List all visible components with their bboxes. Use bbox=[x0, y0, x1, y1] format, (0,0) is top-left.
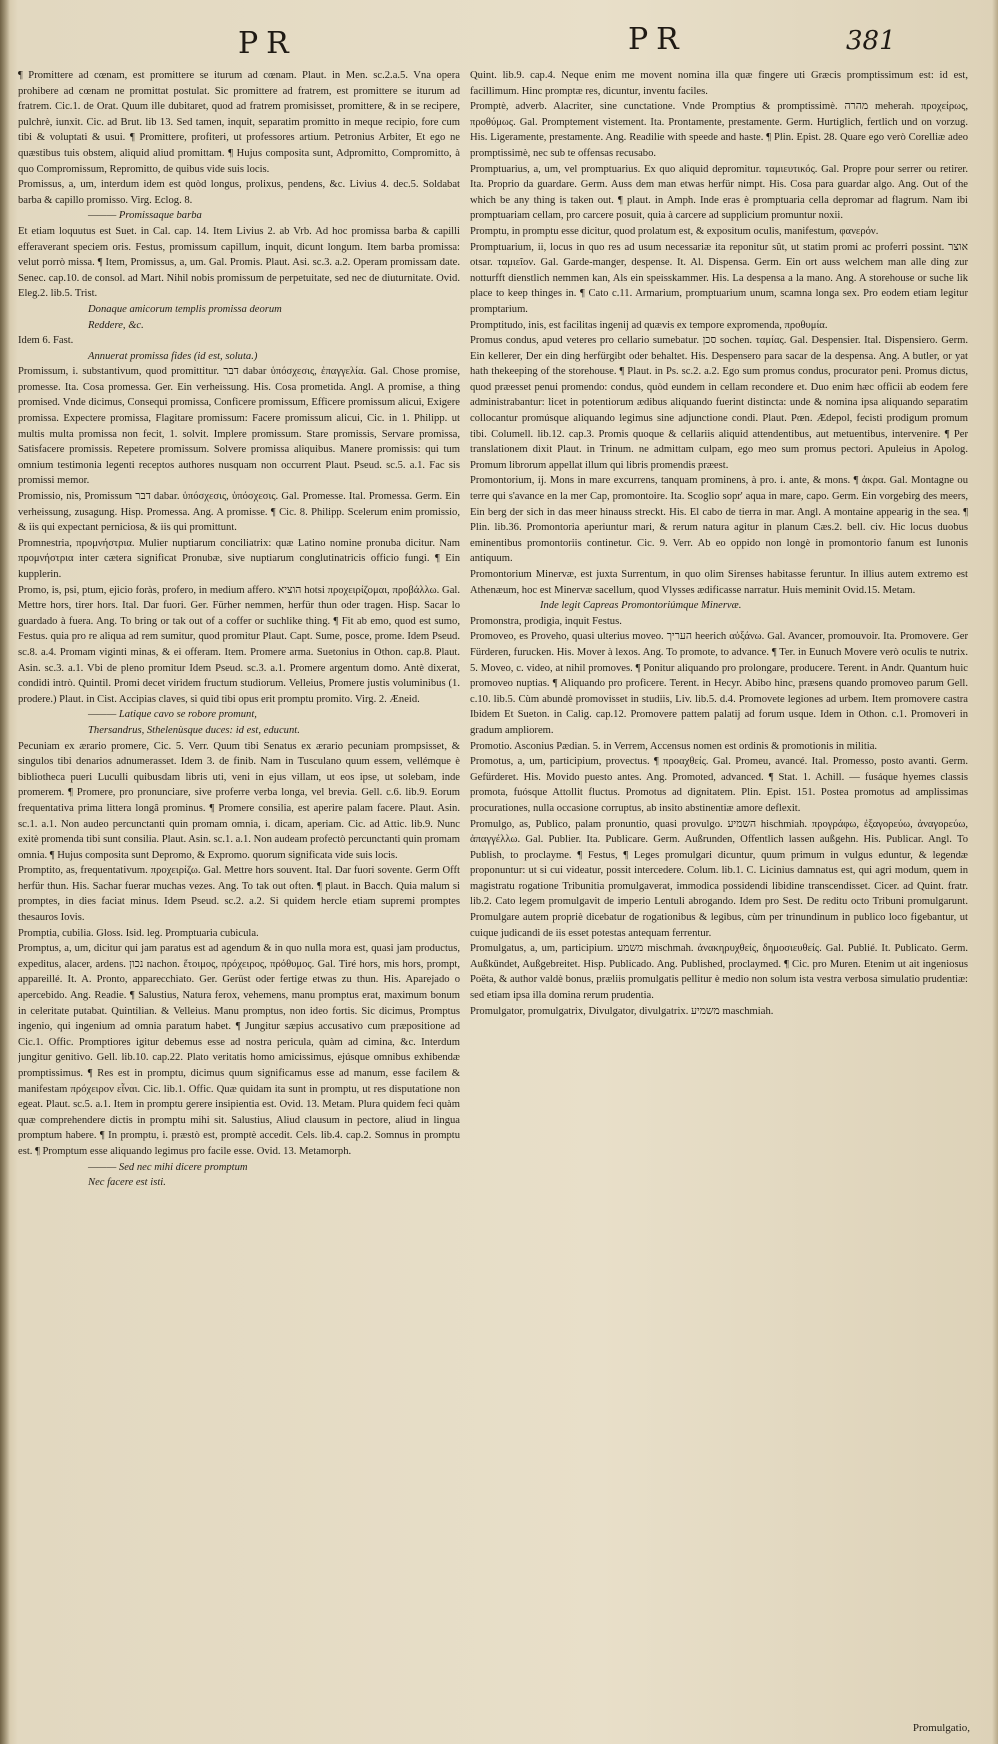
right-running-title: PR bbox=[628, 22, 687, 57]
verse-quote: Reddere, &c. bbox=[88, 319, 144, 331]
entry-promulgo: Promulgo, as, Publico, palam pronuntio, quasi provulgo. השמיע hischmiah. προγράφω, ἐξαγορεύω, ἀναγορεύω, ἀπαγγέλλω. Gal. Publier. Ita. Publicare. Germ. Außrunden, Offentlich lassen außgehn. His. Publicar. Angl. To Publish, to proclayme. ¶ Festus, ¶ Leges promulgari dicuntur, quum primum in vulgus eduntur, & legendæ proponuntur: ut si cui videatur, possit intercedere. Colum. lib.1. C. Licinius damnatus est, qui agri modum, quem in magistratu rogatione Tribunitia promulgaverat, immodica possidendi libidine transcendisset. Cicer. ad Quint. fratr. lib.2. Cato legem promulgavit de imperio Lentuli abrogando. Idem pro Sest. De reditu octo Tribuni promulgarunt. Promulgare autem propriè dicebatur de rogationibus & legibus, cùm per trinundinum in publico loco figebantur, ut cuique judicandi de iis esset potestas antequam ferrentur. bbox=[470, 818, 968, 939]
entry-promontorium: Promontorium, ij. Mons in mare excurrens, tanquam prominens, à pro. i. ante, & mons. ¶ ἀκρα. Gal. Montagne ou terre qui s'avance en la mer Cap, promontoire. Ita. Scoglio sopr' aqua in mare, capo. Germ. Ein vorgebirg des meers, Ein berg der sich in das meer hinauss streckt. His. El cabo de tierra in mar. Angl. A montaine appearig in the sea. ¶ Plin. lib.36. Promontoria aperiuntur mari, & rerum natura agitur in planum Cæs.2. bell. civ. Hic locus duobus eminentibus promontoriis continetur. Cic. 9. Verr. Ab eo oppido non longè in promontorio fanum est Iunonis antiquum. bbox=[470, 475, 968, 565]
left-column bbox=[18, 68, 460, 1718]
entry-promulgatus: Promulgatus, a, um, participium. משמע mischmah. ἀνακηρυχθείς, δημοσιευθείς. Gal. Publié. It. Publicato. Germ. Außkündet, Außgebreitet. Hisp. Publicado. Ang. Published, proclaymed. ¶ Cic. pro Muren. Etenim ut ait ingeniosus Poëta, & author valdè bonus, præliis promulgatis pellitur è medio non solum ista vestra verbosa simulatio prudentiæ: sed etiam ipsa illa domina rerum prudentia. bbox=[470, 943, 968, 1002]
entry-promissus-cont: Et etiam loquutus est Suet. in Cal. cap. 14. Item Livius 2. ab Vrb. Ad hoc promissa barba & capilli efferaverant speciem oris. Festus, promissum capillum, inquit, dicunt longum. Item barba promissa: velut porrò missa. ¶ Item, Promissus, a, um. Gal. Promis. Plaut. Asi. sc.3. a.2. Operam promissam date. Senec. cap.10. de consol. ad Mart. Nihil nobis promissum de perpetuitate, sed nec de diuturnitate. Ovid. Eleg.2. lib.5. Trist. bbox=[18, 225, 460, 300]
entry-promontorium-minervae: Promontorium Minervæ, est juxta Surrentum, in quo olim Sirenses habitasse feruntur. In illius autem extremo est Athenæum, hoc est Minervæ sacellum, quod Vlysses ædificasse narratur. Huis meminit Ovid.15. Metam. bbox=[470, 569, 968, 596]
entry-promulgator: Promulgator, promulgatrix, Divulgator, divulgatrix. משמיע maschmiah. bbox=[470, 1005, 774, 1017]
entry-promptitudo: Promptitudo, inis, est facilitas ingenij ad quævis ex tempore expromenda, προθυμία. bbox=[470, 319, 828, 331]
entry-promptus: Promptus, a, um, dicitur qui jam paratus est ad agendum & in quo nulla mora est, quasi jam productus, expeditus, alacer, ardens. נכון nachon. ἕτοιμος, πρόχειρος, πρόθυμος. Gal. Tiré hors, mis hors, prompt, appareillé. It. A. Pronto, apparecchiato. Ger. Gerüst oder fertige etwas zu thun. His. Aparejado o apercebido. Ang. Readie. ¶ Salustius, Natura ferox, vehemens, manu promptus erat, maximum bonum in celeritate putabat. Quintilian. & Velleius. Manu promptus, non ideo fortis. Sic dicimus, Promptus ingenio, qui ingenium ad omnia paratum habet. ¶ Jungitur sæpius accusativo cum præpositione ad Cic.1. Offic. Promptiores igitur debemus esse ad nostra pericula, quàm ad cimina, &c. Interdum jungitur genitivo. Gell. lib.10. cap.22. Plato veritatis homo amicissimus, ejúsque omnibus exhibendæ promptissimus. ¶ Res est in promptu, dicimus quum significamus esse ad manum, esse facilem & manifestam πρόχειρον εἶναι. Cic. lib.1. Offic. Quæ quidam ita sunt in promptu, ut res disputatione non egeat. Plaut. sc.5. a.1. Item in promptu gerere insipientia est. Ovid. 13. Metam. Plura quidem feci quàm quæ comprehendere dictis in promptu mihi sit. Salustius, Aliud clausum in pectore, aliud in lingua promptum habere. ¶ In promptu, i. præstò est, promptè accedit. Cels. lib.4. cap.2. Somnus in promptu est. ¶ Promptum esse aliquando legimus pro facile esse. Ovid. 13. Metamorph. bbox=[18, 943, 460, 1157]
entry-promissio: Promissio, nis, Promissum דבר dabar. ὑπόσχεσις, ὑπόσχεσις. Gal. Promesse. Ital. Promessa. Germ. Ein verheissung, zusagung. Hisp. Promessa. Ang. A promisse. ¶ Cic. 8. Philipp. Scelerum enim promissio, & iis qui expectant perniciosa, & iis qui promittunt. bbox=[18, 491, 460, 534]
entry-promittere: ¶ Promittere ad cœnam, est promittere se iturum ad cœnam. Plaut. in Men. sc.2.a.5. Vna opera prohibere ad cœnam ne promittat postulat. Sic promittere ad fratrem, est promittere se iturum ad fratrem. Cic.1. de Orat. Quum ille dubitaret, quod ad fratrem promisisset, promittere, & in se recipere, pulchrè, iunxit. Cic. ad Brut. lib 13. Sed tamen, inquit, separatim promitto in meque recipio, fore cum tibi & voluptati & usui. ¶ Promittere, profiteri, ut professores artium. Petronius Arbiter, Et ego ne quæstibus tuis obstem, aliquid aliud promittam. ¶ Hujus composita sunt, Adpromitto, Compromitto, à quo Compromissum, Repromitto, de quibus vide suis locis. bbox=[18, 70, 460, 175]
entry-promo: Promo, is, psi, ptum, ejicio foràs, profero, in medium affero. הוציא hotsi προχειρίζομαι, προβάλλω. Gal. Mettre hors, tirer hors. Ital. Dar fuori. Ger. Fürher nemmen, herfür thun oder tragen. Hisp. Sacar lo guardado à fuera. Ang. To bring or tak out of a coffer or suchlike thing. ¶ Fit ab emo, quod est sumo, Festus. quia pro re aliqua ad rem sumitur, quod promitur Plaut. Capt. Sume, posce, prome. Idem Pseud. sc.8. a.4. Promam viginti minas, & ei offeram. Item. Promere arma. Suetonius in Othon. cap.8. Plaut. Asin. sc.3. a.1. Vbi de pleno promitur Idem Pseud. sc.3. a.1. Promere argentum domo. Antè dixerat, condidi intrò. Quintil. Promi decet viridem fructum studiorum. Velleius, Promere justis voluminibus (1. prodere.) Plaut. in Cist. Accipias claves, si quid tibi opus erit promptu promito. Virg. 2. Æneid. bbox=[18, 584, 460, 705]
entry-promus-condus: Promus condus, apud veteres pro cellario sumebatur. סכן sochen. ταμίας. Gal. Despensier. Ital. Dispensiero. Germ. Ein kellerer, Der ein ding herfürgibt oder behaltet. His. Despensero para sacar de la despensa. Ang. A butler, or yat hath thekeeping of the storehouse. ¶ Plaut. in Ps. sc.2. a.2. Ego sum promus condus, procurator peni. Promus dictus, quod præesset penui promendo: condus, quòd eundem in cellam recondere et. Duo enim hæc officii ab eodem fere administrabantur: licet in potentiorum ædibus aliquando fuerint distincta: unde & nomina ipsa aliquando separatim collocantur promúsque aliquando legimus sine adjunctione condi. Plaut. Pœn. Ædepol, fecisti prodigum promum tibi. Columell. lib.12. cap.3. Promis quoque & cellariis aliquid attendentibus, aut metuentibus, intervenire. ¶ Per translationem dixit Plaut. in Trinum. ne admittam culpam, ego meo sum promus pectori. Apuleius in Apolog. Promum librorum appellat illum qui libris promendis præest. bbox=[470, 335, 968, 471]
entry-promptito: Promptito, as, frequentativum. προχειρίζω. Gal. Mettre hors souvent. Ital. Dar fuori sovente. Germ Offt herfür thun. His. Sachar fuerar muchas vezes. Ang. To tak out often. ¶ plaut. in Bacch. Quia malum si promptes, in dies faciat minus. Idem Pseud. sc.2. a.2. Si quidem hercle etiam supremi promptes thesauros Iovis. bbox=[18, 865, 460, 924]
verse-quote: Donaque amicorum templis promissa deorum bbox=[88, 303, 282, 315]
entry-quint-continuation: Quint. lib.9. cap.4. Neque enim me movent nomina illa quæ fingere uti Græcis promptissimum est: id est, facillimum. Hinc promptæ res, dicuntur, inventu faciles. bbox=[470, 70, 968, 97]
entry-promoveo: Promoveo, es Proveho, quasi ulterius moveo. העריך heerich αὐξάνω. Gal. Avancer, promouvoir. Ita. Promovere. Ger Fürderen, furucken. His. Mover à lexos. Ang. To promote, to advance. ¶ Ter. in Eunuch Movere verò oculis te nutrix. 5. Moveo, c. video, at nihil promoves. ¶ Ponitur aliquando pro prolongare, producere. Terent. in Andr. Quantum huic promoveo nuptias. ¶ Aliquando pro proficere. Terent. in Hecyr. Abibo hinc, præsens quando promoveo parum Gell. c.10. lib.5. Cùm abundè promovisset in studiis, Liv. lib.5. d.4. Promovete legiones ad urbem. Item promovere castra Ibidem Et Sueton. in Calig. cap.12. Promovere pattem palatij ad forum usque. Idem in Othon. c.1. Promoveri in gradum ampliorem. bbox=[470, 631, 968, 736]
verse-quote: ——— Latique cavo se robore promunt, bbox=[88, 709, 257, 721]
entry-promonstra: Promonstra, prodigia, inquit Festus. bbox=[470, 615, 622, 627]
entry-promissus: Promissus, a, um, interdum idem est quòd longus, prolixus, pendens, &c. Livius 4. dec.5. Soldabat barba & capillo promisso. Virg. Eclog. 8. bbox=[18, 179, 460, 206]
running-header bbox=[0, 10, 998, 60]
verse-quote: Nec facere est isti. bbox=[88, 1177, 166, 1189]
verse-quote: Inde legit Capreas Promontoriúmque Minervæ. bbox=[540, 600, 742, 612]
entry-promptia: Promptia, cubilia. Gloss. Isid. leg. Promptuaria cubicula. bbox=[18, 927, 259, 939]
entry-promptuarium: Promptuarium, ii, locus in quo res ad usum necessariæ ita reponitur sût, ut statim promi ac proferri possint. אוצר otsar. ταμιεῖον. Gal. Garde-manger, despense. It. Al. Dispensa. Germ. Ein ort auss welchem man alle ding zur notturfft dienstlich nemmen kan, Als ein speisskammer. His. La despensa a la mano. Ang. A storehouse or suche lik place to keep thinges in. ¶ Cato c.11. Armarium, promptuarium unum, scamna longa sex. Pro eodem etiam legitur promptarium. bbox=[470, 241, 968, 315]
verse-quote: ——— Promissaque barba bbox=[88, 210, 202, 222]
entry-prompte: Promptè, adverb. Alacriter, sine cunctatione. Vnde Promptius & promptissimè. מהרה meherah. προχείρως, προθύμως. Gal. Promptement vistement. Ita. Prontamente, prestamente. Germ. Hurtiglich, fertlich und on vorzug. His. Ligeramente, prestamente. Ang. Readilie with speede and haste. ¶ Plin. Epist. 28. Quare ego verò Corelliæ adeo promptissimè, nec sub te offensas recusabo. bbox=[470, 101, 968, 159]
entry-pecuniam-promere: Pecuniam ex ærario promere, Cic. 5. Verr. Quum tibi Senatus ex ærario pecuniam prompsisset, & singulos tibi denarios adnumerasset. Idem 3. de finib. Nam in Tusculano quum essem, vellémque è bibliotheca pueri Luculli quibusdam libris uti, veni in ejus villam, ut eos ipse, ut solebam, inde promerem. ¶ Promere, pro pronunciare, sive proferre verba longa, vel brevia. Gell. c.6. lib.9. Eorum frequentativa prima littera longâ prominus. ¶ Promere consilia, est aperire palam facere. Plaut. Asin. sc.1. a.1. Non audeo percunctanti quin promam omnia, i. dicam, aperiam. Cic. ad Attic. lib.9. Nunc exitè promenda tibi sunt consilia. Plaut. Asin. sc.1. a.1. Non audeam profectò percunctanti quin promam omnia. ¶ Hujus composita sunt Depromo, & Expromo. quorum significata vide suis locis. bbox=[18, 740, 460, 861]
verse-quote: Thersandrus, Sthelenùsque duces: id est, educunt. bbox=[88, 724, 300, 736]
page-edge bbox=[992, 0, 998, 1744]
entry-promissum: Promissum, i. substantivum, quod promittitur. דבר dabar ὑπόσχεσις, ἐπαγγελία. Gal. Chose promise, promesse. Ita. Cosa promessa. Ger. Ein verheissung. His. Cosa prometida. Angl. A promise, a thing promised. Vnde dicimus, Consequi promissa, Conficere promissum, Efficere promissum alicui, Exigere promissa. Expectere promissa, Flagitare promissum: Facere promissum alicui, Cic. in 1. Philipp. ut multis multa promissa non fecit, 1. solvit. Implere promissum. Stare promissis, Servare promissa, Satisfacere promissis. Repetere promissum. Solvere promissa aliquibus. Manere promissis: qui tum omnium testimonia legenti receptos authores nusquam non occurrent Plaut. Pseud. sc.5. a.1. Fac sis promissi memor. bbox=[18, 366, 460, 487]
entry-promnestria: Promnestria, προμνήστρια. Mulier nuptiarum conciliatrix: quæ Latino nomine pronuba dicitur. Nam προμνήστρια inter cætera significat Pronubæ, sive nuptiarum conglutinatricis officio fungi. ¶ Ein kupplerin. bbox=[18, 537, 460, 580]
entry-promotio: Promotio. Asconius Pædian. 5. in Verrem, Accensus nomen est ordinis & promotionis in militia. bbox=[470, 740, 878, 752]
left-running-title: PR bbox=[238, 26, 297, 61]
verse-quote: ——— Sed nec mihi dicere promptum bbox=[88, 1161, 248, 1173]
citation-line: Idem 6. Fast. bbox=[18, 335, 74, 347]
right-column bbox=[470, 68, 968, 1718]
page-number: 381 bbox=[846, 26, 896, 56]
verse-quote: Annuerat promissa fides (id est, soluta.) bbox=[88, 350, 258, 362]
gutter-shadow bbox=[0, 0, 10, 1744]
entry-promotus: Promotus, a, um, participium, provectus. ¶ προαχθείς. Gal. Promeu, avancé. Ital. Promesso, posto avanti. Germ. Gefürderet. His. Movido puesto antes. Ang. Promoted, advanced. ¶ Stat. 1. Achill. — fusáque hyemes classis promota, fuósque Attollit fluctus. Promotus ad dignitatem. Plin. Epist. 151. Postea promotus ad amplissimas procurationes, nulla occasione corruptus, ab insito abstinentiæ amore deflexit. bbox=[470, 756, 968, 814]
entry-promptuarius: Promptuarius, a, um, vel promptuarius. Ex quo aliquid depromitur. ταμιευτικός. Gal. Propre pour serrer ou retirer. Ita. Proprio da guardare. Germ. Auss dem man etwas herfür nimpt. His. Cosa para guardar algo. Ang. Out of the which be any thing is taken out. ¶ plaut. in Amph. Inde eras è promptuaria cella depromar ad flagrum. Nam ibi promptuariam cellam, pro carcere posuit, quia à carcere ad supplicium promuntur noxii. bbox=[470, 163, 968, 222]
catchword: Promulgatio, bbox=[912, 1722, 970, 1734]
entry-promptu: Promptu, in promptu esse dicitur, quod prolatum est, & expositum oculis, manifestum, φανερόν. bbox=[470, 225, 879, 237]
